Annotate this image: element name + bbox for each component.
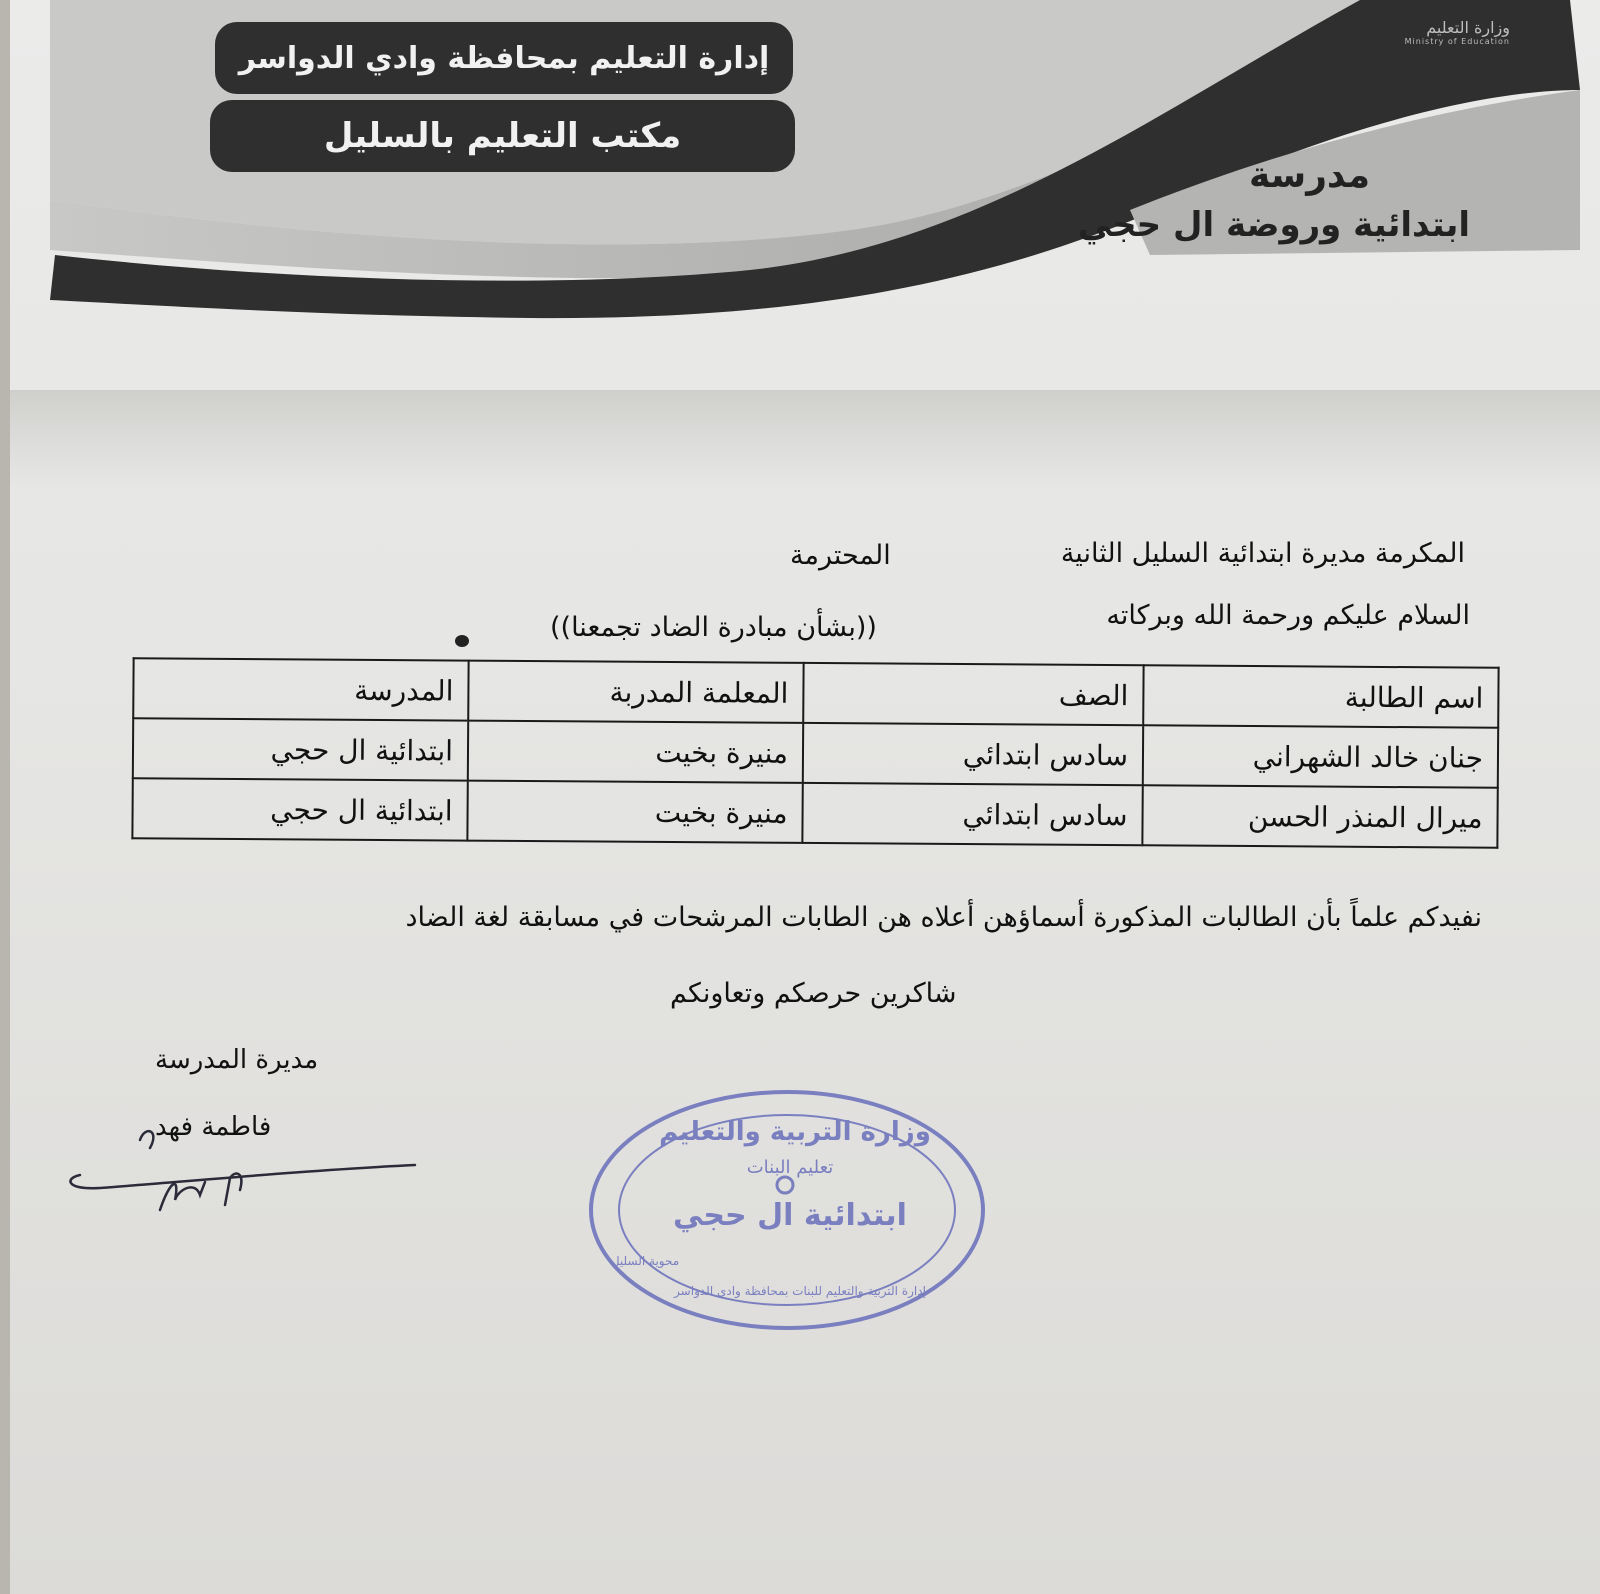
official-stamp xyxy=(585,1085,990,1335)
subject-line: ((بشأن مبادرة الضاد تجمعنا)) xyxy=(550,612,877,643)
table-header-cell: المعلمة المدربة xyxy=(468,661,803,723)
table-header-row xyxy=(133,658,1498,728)
school-name: ابتدائية وروضة ال حجي xyxy=(1077,205,1470,245)
stamp-center: ابتدائية ال حجي xyxy=(673,1198,907,1233)
school-cell: ابتدائية ال حجي xyxy=(132,778,467,840)
stamp-line2: تعليم البنات xyxy=(746,1157,834,1178)
student-name: جنان خالد الشهراني xyxy=(1143,725,1498,787)
handwritten-signature xyxy=(60,1120,440,1230)
students-table xyxy=(131,657,1499,849)
table-header-cell: اسم الطالبة xyxy=(1143,665,1498,727)
ministry-logo-subtext: Ministry of Education xyxy=(1404,37,1510,46)
table-header-cell: المدرسة xyxy=(133,658,468,720)
table-row xyxy=(133,718,1498,788)
letter-paper xyxy=(10,0,1600,1594)
page-fold-shadow xyxy=(10,390,1600,490)
directorate-banner: إدارة التعليم بمحافظة وادي الدواسر xyxy=(215,22,793,94)
principal-name: فاطمة فهد xyxy=(155,1112,272,1142)
greeting: السلام عليكم ورحمة الله وبركاته xyxy=(1106,600,1470,631)
student-grade: سادس ابتدائي xyxy=(803,723,1143,785)
stamp-ring-left: محوية السليل xyxy=(610,1254,680,1268)
ink-dot xyxy=(455,635,469,647)
stamp-emblem-icon xyxy=(777,1177,793,1193)
closing-line: شاكرين حرصكم وتعاونكم xyxy=(670,978,957,1009)
stamp-ring-bottom: إدارة التربية والتعليم للبنات بمحافظة وادي الدواسر xyxy=(674,1284,926,1298)
ministry-logo-text: وزارة التعليم xyxy=(1426,18,1510,37)
stamp-ring-top: وزارة التربية والتعليم xyxy=(659,1117,931,1147)
trainer-teacher: منيرة بخيت xyxy=(467,781,802,843)
student-grade: سادس ابتدائي xyxy=(802,783,1142,845)
office-banner: مكتب التعليم بالسليل xyxy=(210,100,795,172)
student-name: ميرال المنذر الحسن xyxy=(1142,785,1497,847)
school-label: مدرسة xyxy=(1248,155,1370,196)
table-row xyxy=(132,778,1497,848)
body-paragraph: نفيدكم علماً بأن الطالبات المذكورة أسماؤهن أعلاه هن الطابات المرشحات في مسابقة لغة الضاد xyxy=(405,902,1482,933)
honorific: المحترمة xyxy=(790,540,891,571)
ministry-logo xyxy=(1370,18,1510,58)
table-header-cell: الصف xyxy=(803,663,1143,725)
school-cell: ابتدائية ال حجي xyxy=(133,718,468,780)
principal-title: مديرة المدرسة xyxy=(155,1045,319,1075)
addressee: المكرمة مديرة ابتدائية السليل الثانية xyxy=(1060,538,1465,569)
trainer-teacher: منيرة بخيت xyxy=(468,721,803,783)
letterhead xyxy=(30,0,1600,340)
